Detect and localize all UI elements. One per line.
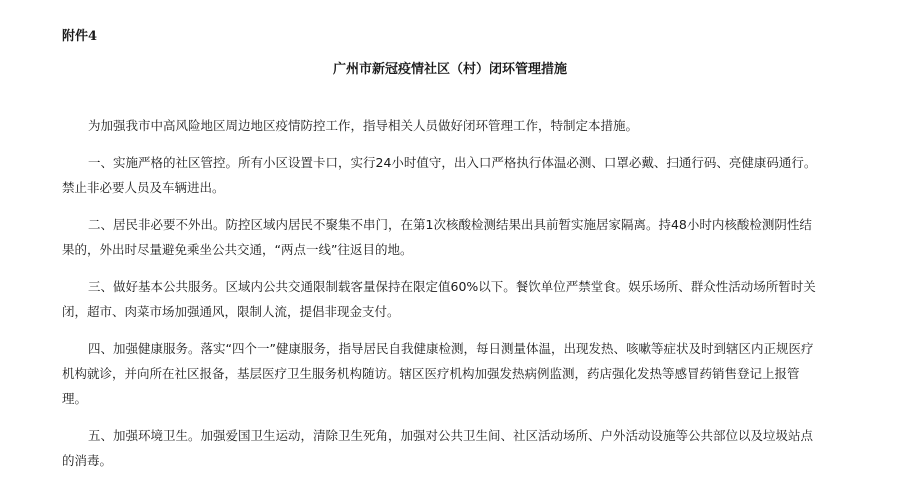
- document-title: 广州市新冠疫情社区（村）闭环管理措施: [332, 62, 567, 77]
- measure-paragraph-2: 二、居民非必要不外出。防控区域内居民不聚集不串门，在第1次核酸检测结果出具前暂实施居家隔离。持48小时内核酸检测阴性结果的，外出时尽量避免乘坐公共交通，“两点一线”往返目的地。: [62, 217, 812, 257]
- intro-paragraph: 为加强我市中高风险地区周边地区疫情防控工作，指导相关人员做好闭环管理工作，特制定本措施。: [88, 118, 639, 133]
- attachment-label: 附件4: [62, 29, 98, 44]
- measure-paragraph-1: 一、实施严格的社区管控。所有小区设置卡口，实行24小时值守，出入口严格执行体温必测、口罩必戴、扫通行码、亮健康码通行。禁止非必要人员及车辆进出。: [62, 155, 817, 195]
- measure-paragraph-3: 三、做好基本公共服务。区域内公共交通限制载客量保持在限定值60%以下。餐饮单位严禁堂食。娱乐场所、群众性活动场所暂时关闭，超市、肉菜市场加强通风，限制人流，提倡非现金支付。: [62, 279, 816, 319]
- measure-paragraph-5: 五、加强环境卫生。加强爱国卫生运动，清除卫生死角，加强对公共卫生间、社区活动场所、户外活动设施等公共部位以及垃圾站点的消毒。: [62, 428, 814, 468]
- document-body: [62, 113, 822, 485]
- measure-paragraph-4: 四、加强健康服务。落实“四个一”健康服务，指导居民自我健康检测，每日测量体温，出现发热、咳嗽等症状及时到辖区内正规医疗机构就诊，并向所在社区报备，基层医疗卫生服务机构随访。辖区医疗机构加强发热病例监测，药店强化发热等感冒药销售登记上报管理。: [62, 341, 814, 406]
